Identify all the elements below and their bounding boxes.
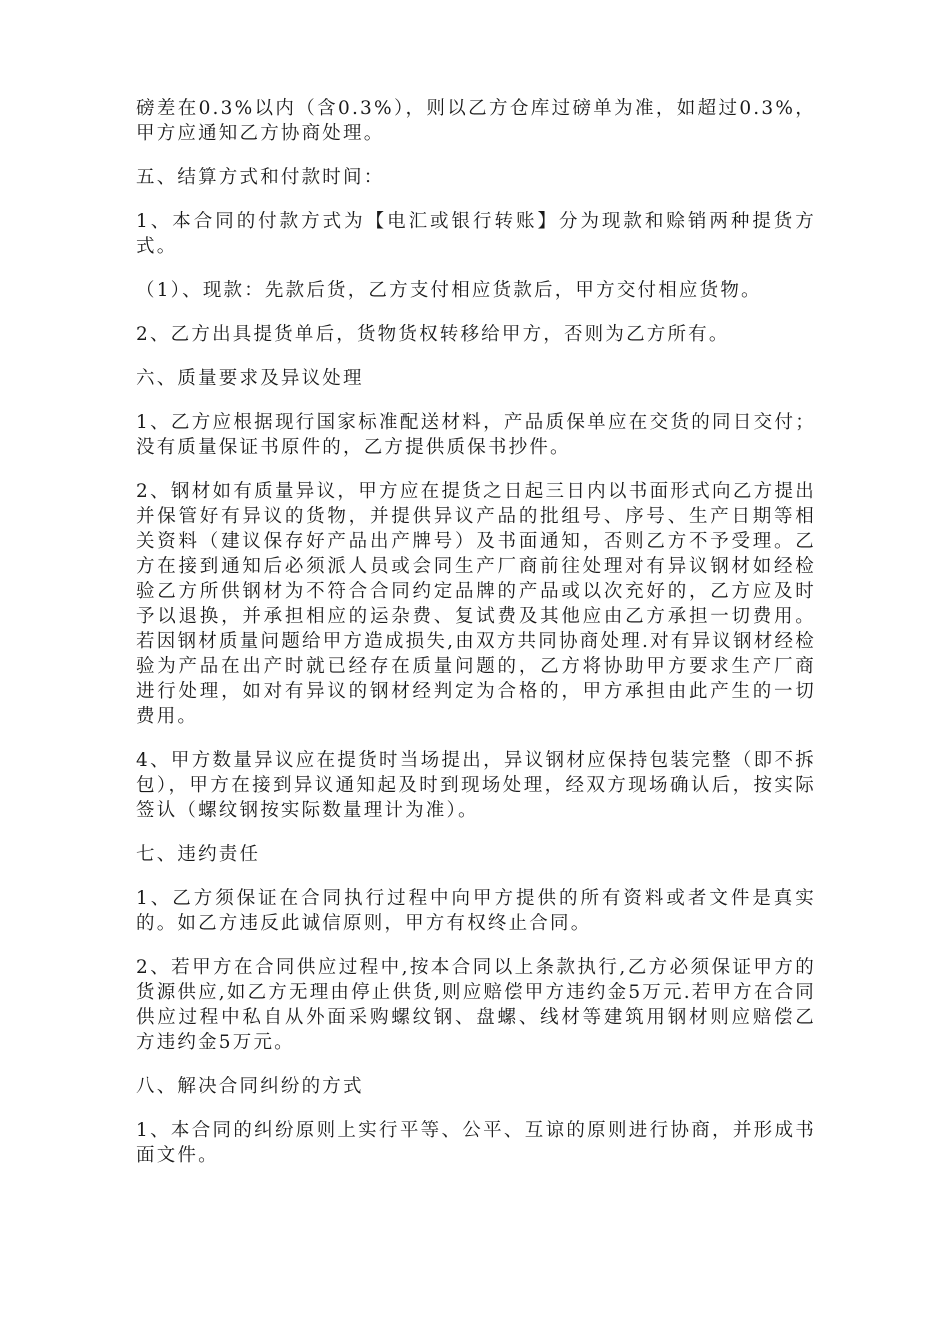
section-heading-quality: 六、质量要求及异议处理 <box>136 368 364 389</box>
section-heading-disputes: 八、解决合同纠纷的方式 <box>136 1076 364 1097</box>
paragraph-quantity-objection: 4、甲方数量异议应在提货时当场提出，异议钢材应保持包装完整（即不拆包），甲方在接到异议通知起及时到现场处理，经双方现场确认后，按实际签认（螺纹钢按实际数量理计为准）。 <box>136 750 816 821</box>
document-body <box>136 96 816 1187</box>
paragraph-quality-objection: 2、钢材如有质量异议，甲方应在提货之日起三日内以书面形式向乙方提出并保管好有异议的货物，并提供异议产品的批组号、序号、生产日期等相关资料（建议保存好产品出产牌号）及书面通知，否则乙方不予受理。乙方在接到通知后必须派人员或会同生产厂商前往处理对有异议钢材如经检验乙方所供钢材为不符合合同约定品牌的产品或以次充好的，乙方应及时予以退换，并承担相应的运杂费、复试费及其他应由乙方承担一切费用。若因钢材质量问题给甲方造成损失,由双方共同协商处理.对有异议钢材经检验为产品在出产时就已经存在质量问题的，乙方将协助甲方要求生产厂商进行处理，如对有异议的钢材经判定为合格的，甲方承担由此产生的一切费用。 <box>136 481 816 727</box>
paragraph-weighing-tolerance: 磅差在0.3%以内（含0.3%），则以乙方仓库过磅单为准，如超过0.3%，甲方应通知乙方协商处理。 <box>136 98 816 144</box>
paragraph-payment-method: 1、本合同的付款方式为【电汇或银行转账】分为现款和赊销两种提货方式。 <box>136 211 816 257</box>
section-heading-breach: 七、违约责任 <box>136 844 261 865</box>
paragraph-title-transfer: 2、乙方出具提货单后，货物货权转移给甲方，否则为乙方所有。 <box>136 324 730 345</box>
section-heading-settlement: 五、结算方式和付款时间： <box>136 167 385 188</box>
paragraph-quality-certificate: 1、乙方应根据现行国家标准配送材料，产品质保单应在交货的同日交付；没有质量保证书原件的，乙方提供质保书抄件。 <box>136 412 816 458</box>
paragraph-dispute-principle: 1、本合同的纠纷原则上实行平等、公平、互谅的原则进行协商，并形成书面文件。 <box>136 1120 816 1166</box>
paragraph-penalty: 2、若甲方在合同供应过程中,按本合同以上条款执行,乙方必须保证甲方的货源供应,如乙方无理由停止供货,则应赔偿甲方违约金5万元.若甲方在合同供应过程中私自从外面采购螺纹钢、盘螺、线材等建筑用钢材则应赔偿乙方违约金5万元。 <box>136 957 816 1053</box>
paragraph-cash-payment: （1）、现款：先款后货，乙方支付相应货款后，甲方交付相应货物。 <box>136 280 762 301</box>
paragraph-truthful-documents: 1、乙方须保证在合同执行过程中向甲方提供的所有资料或者文件是真实的。如乙方违反此诚信原则，甲方有权终止合同。 <box>136 888 816 934</box>
